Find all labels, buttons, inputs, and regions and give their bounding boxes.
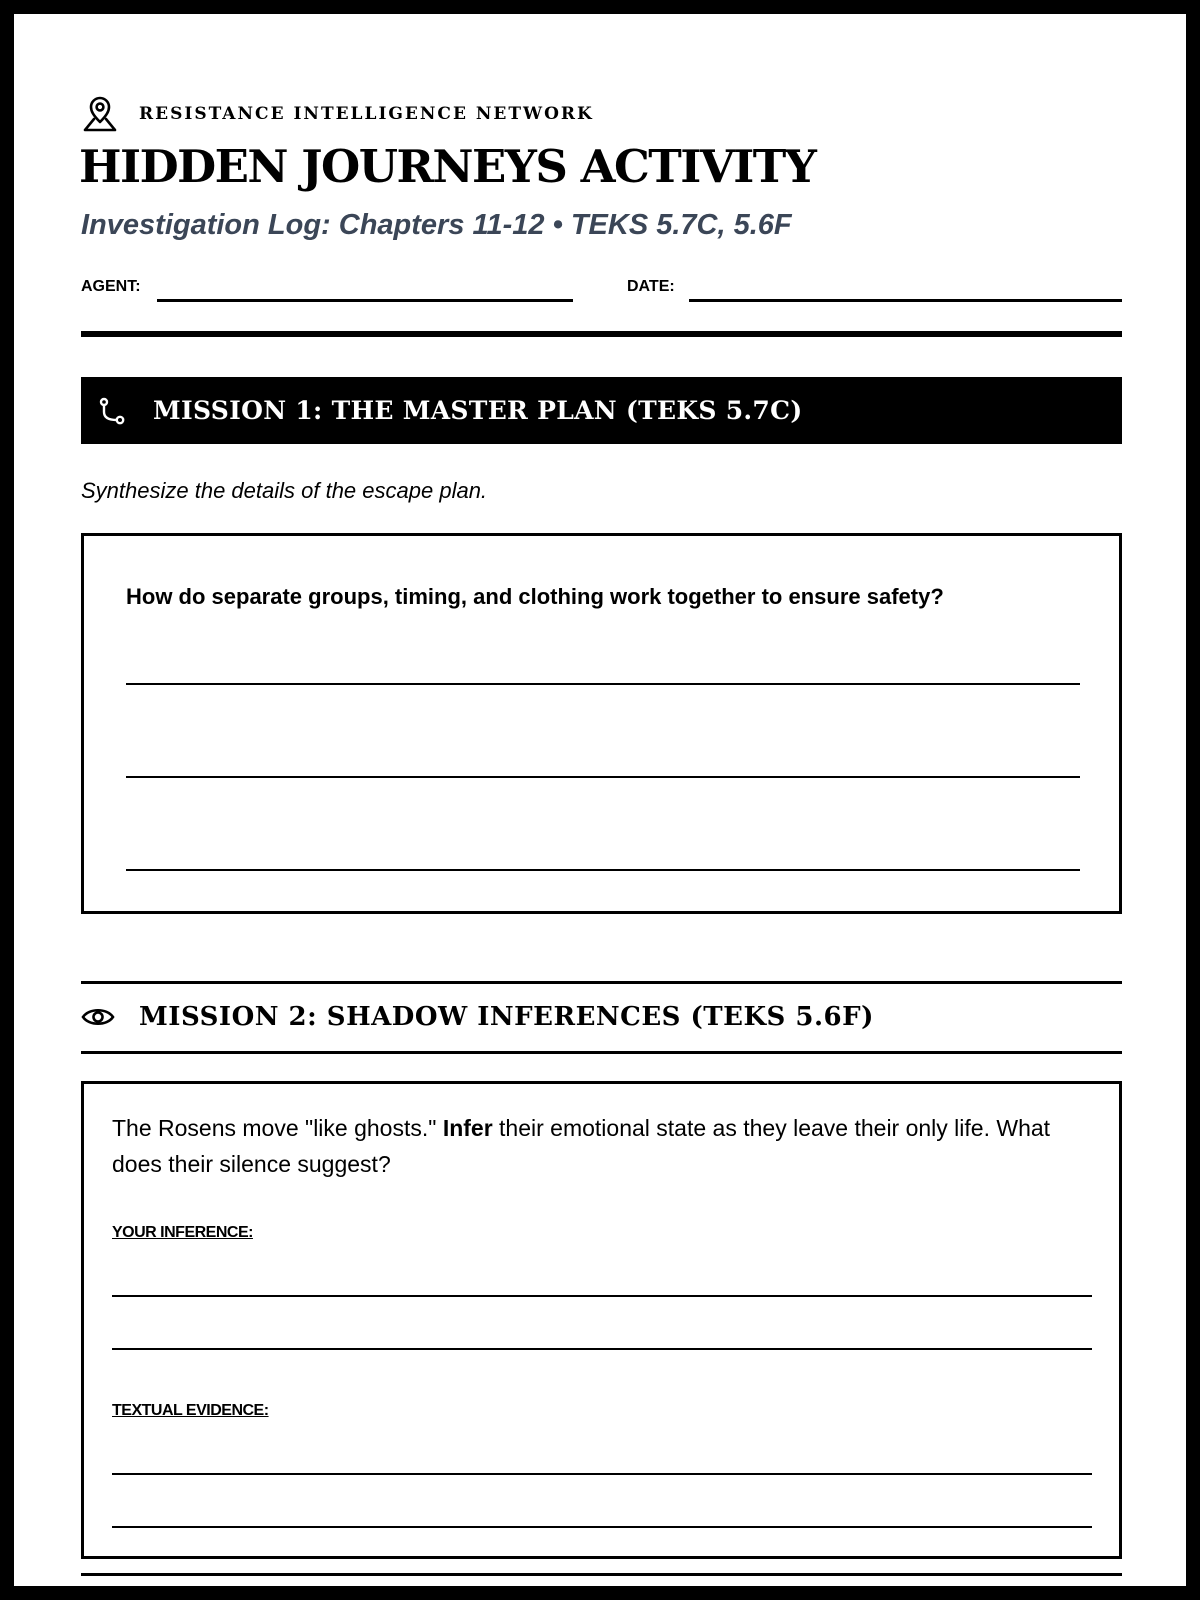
- mission1-title: MISSION 1: THE MASTER PLAN (TEKS 5.7C): [153, 396, 803, 425]
- org-name: RESISTANCE INTELLIGENCE NETWORK: [139, 104, 594, 124]
- inference-line[interactable]: [112, 1295, 1092, 1297]
- map-pin-icon: [81, 95, 119, 133]
- eye-icon: [81, 1000, 115, 1034]
- worksheet-page: [14, 14, 1186, 1586]
- date-label: DATE:: [627, 278, 675, 295]
- org-header: [81, 96, 594, 132]
- inference-line[interactable]: [112, 1348, 1092, 1350]
- answer-line[interactable]: [126, 869, 1080, 871]
- agent-field[interactable]: [157, 299, 573, 302]
- page-subtitle: Investigation Log: Chapters 11-12 • TEKS 5.7C, 5.6F: [81, 209, 792, 241]
- answer-line[interactable]: [126, 776, 1080, 778]
- evidence-line[interactable]: [112, 1526, 1092, 1528]
- mission1-instruction: Synthesize the details of the escape plan.: [81, 478, 488, 503]
- inference-label: YOUR INFERENCE:: [112, 1224, 253, 1241]
- answer-line[interactable]: [126, 683, 1080, 685]
- mission2-prompt: The Rosens move "like ghosts." Infer their emotional state as they leave their only life. What does their silence suggest?: [112, 1115, 1051, 1177]
- mission2-rule-bottom: [81, 1051, 1122, 1054]
- header-divider: [81, 331, 1122, 337]
- mission1-header: [81, 377, 1122, 444]
- evidence-label: TEXTUAL EVIDENCE:: [112, 1402, 269, 1419]
- evidence-line[interactable]: [112, 1473, 1092, 1475]
- page-title: HIDDEN JOURNEYS ACTIVITY: [79, 140, 816, 193]
- mission2-answer-box: [81, 1081, 1122, 1559]
- mission1-question: How do separate groups, timing, and clothing work together to ensure safety?: [126, 584, 944, 609]
- mission2-header: [81, 997, 874, 1037]
- agent-label: AGENT:: [81, 278, 141, 295]
- route-icon: [95, 394, 129, 428]
- bottom-rule: [81, 1573, 1122, 1576]
- mission2-title: MISSION 2: SHADOW INFERENCES (TEKS 5.6F): [139, 1002, 874, 1032]
- infer-keyword: Infer: [442, 1115, 493, 1141]
- mission1-answer-box: [81, 533, 1122, 914]
- mission2-rule-top: [81, 981, 1122, 984]
- date-field[interactable]: [689, 299, 1122, 302]
